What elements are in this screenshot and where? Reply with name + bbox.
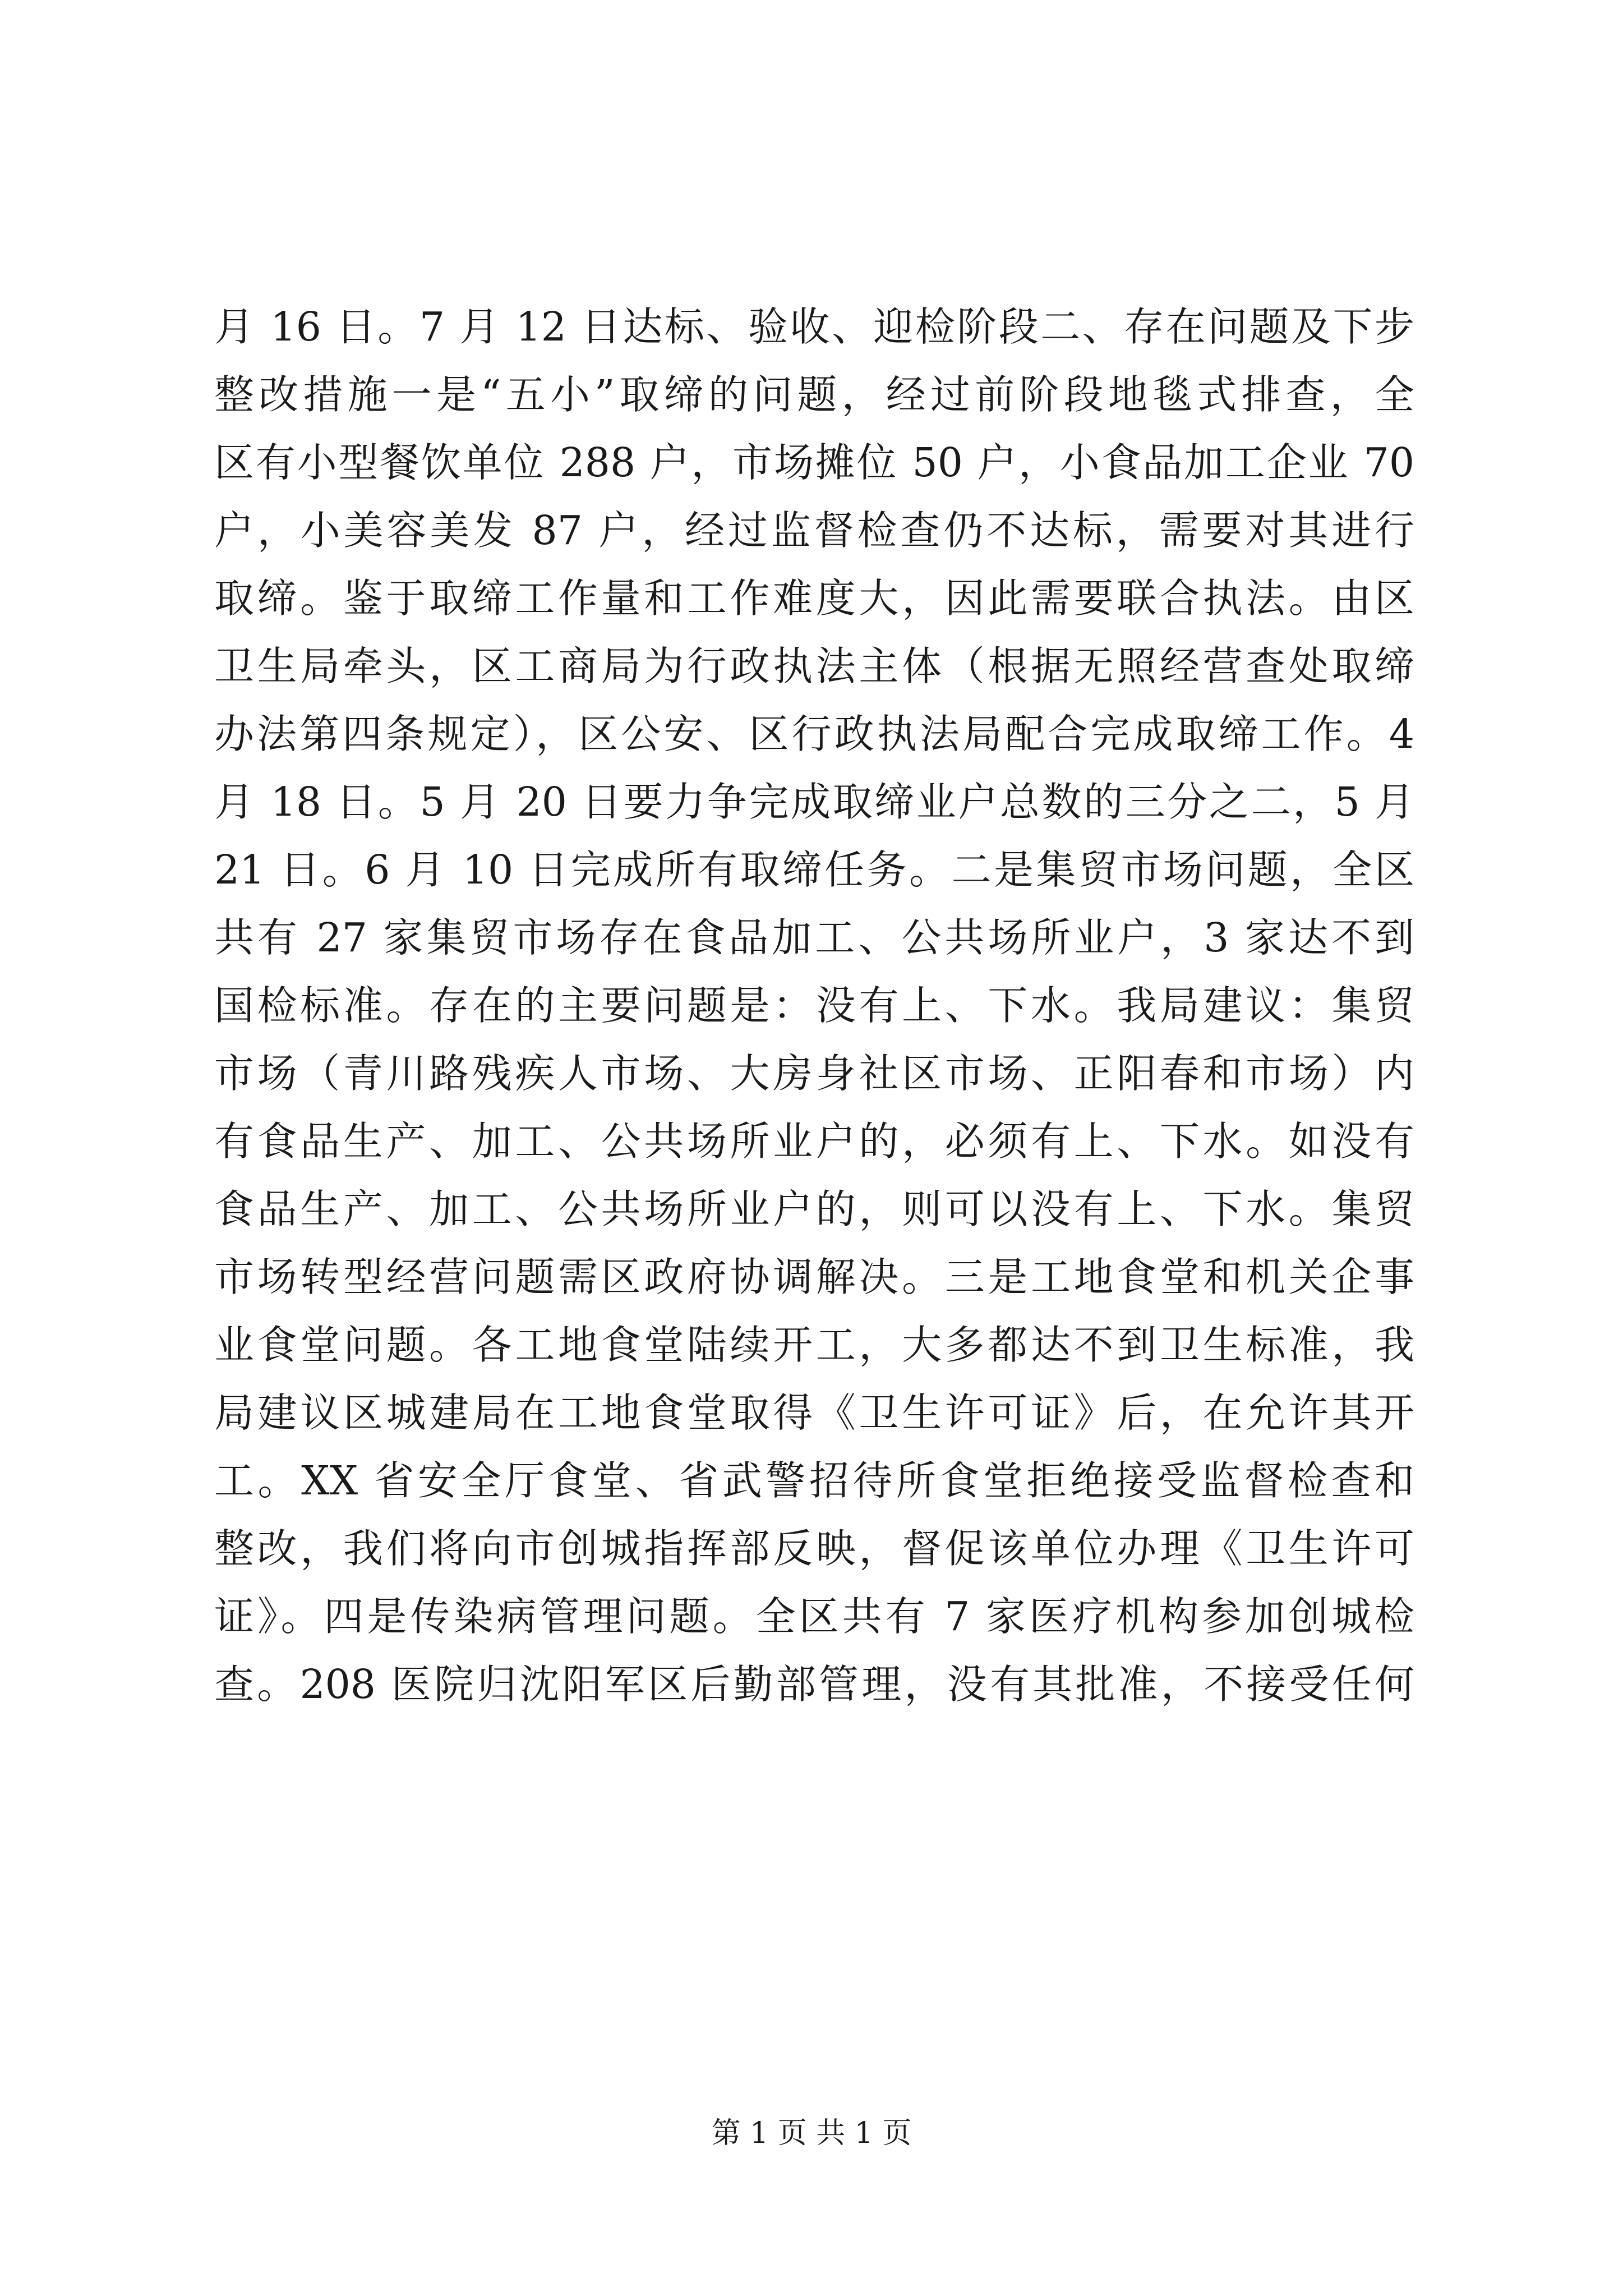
body-line: 共有 27 家集贸市场存在食品加工、公共场所业户，3 家达不到 [214, 914, 1414, 961]
body-line: 局建议区城建局在工地食堂取得《卫生许可证》后，在允许其开 [214, 1389, 1414, 1436]
body-line: 整改，我们将向市创城指挥部反映，督促该单位办理《卫生许可 [214, 1525, 1414, 1572]
body-line: 月 16 日。7 月 12 日达标、验收、迎检阶段二、存在问题及下步 [214, 303, 1414, 350]
body-line: 食品生产、加工、公共场所业户的，则可以没有上、下水。集贸 [214, 1186, 1414, 1232]
body-line: 市场（青川路残疾人市场、大房身社区市场、正阳春和市场）内 [214, 1050, 1414, 1097]
body-line: 卫生局牵头，区工商局为行政执法主体（根据无照经营查处取缔 [214, 643, 1414, 689]
body-line: 证》。四是传染病管理问题。全区共有 7 家医疗机构参加创城检 [214, 1593, 1414, 1640]
body-line: 整改措施一是“五小”取缔的问题，经过前阶段地毯式排查，全 [214, 371, 1414, 418]
body-line: 国检标准。存在的主要问题是：没有上、下水。我局建议：集贸 [214, 982, 1414, 1029]
body-line: 办法第四条规定），区公安、区行政执法局配合完成取缔工作。4 [214, 711, 1414, 757]
body-line: 取缔。鉴于取缔工作量和工作难度大，因此需要联合执法。由区 [214, 575, 1414, 622]
body-line: 区有小型餐饮单位 288 户，市场摊位 50 户，小食品加工企业 70 [214, 439, 1414, 486]
body-line: 有食品生产、加工、公共场所业户的，必须有上、下水。如没有 [214, 1118, 1414, 1165]
body-line: 21 日。6 月 10 日完成所有取缔任务。二是集贸市场问题，全区 [214, 846, 1414, 893]
body-line: 户，小美容美发 87 户，经过监督检查仍不达标，需要对其进行 [214, 507, 1414, 554]
body-line: 月 18 日。5 月 20 日要力争完成取缔业户总数的三分之二，5 月 [214, 779, 1414, 825]
document-body [214, 293, 1414, 1718]
body-line: 业食堂问题。各工地食堂陆续开工，大多都达不到卫生标准，我 [214, 1322, 1414, 1368]
body-line: 市场转型经营问题需区政府协调解决。三是工地食堂和机关企事 [214, 1254, 1414, 1300]
page-footer: 第 1 页 共 1 页 [711, 2116, 912, 2150]
body-line: 查。208 医院归沈阳军区后勤部管理，没有其批准，不接受任何 [214, 1661, 1414, 1708]
body-line: 工。XX 省安全厅食堂、省武警招待所食堂拒绝接受监督检查和 [214, 1457, 1414, 1504]
